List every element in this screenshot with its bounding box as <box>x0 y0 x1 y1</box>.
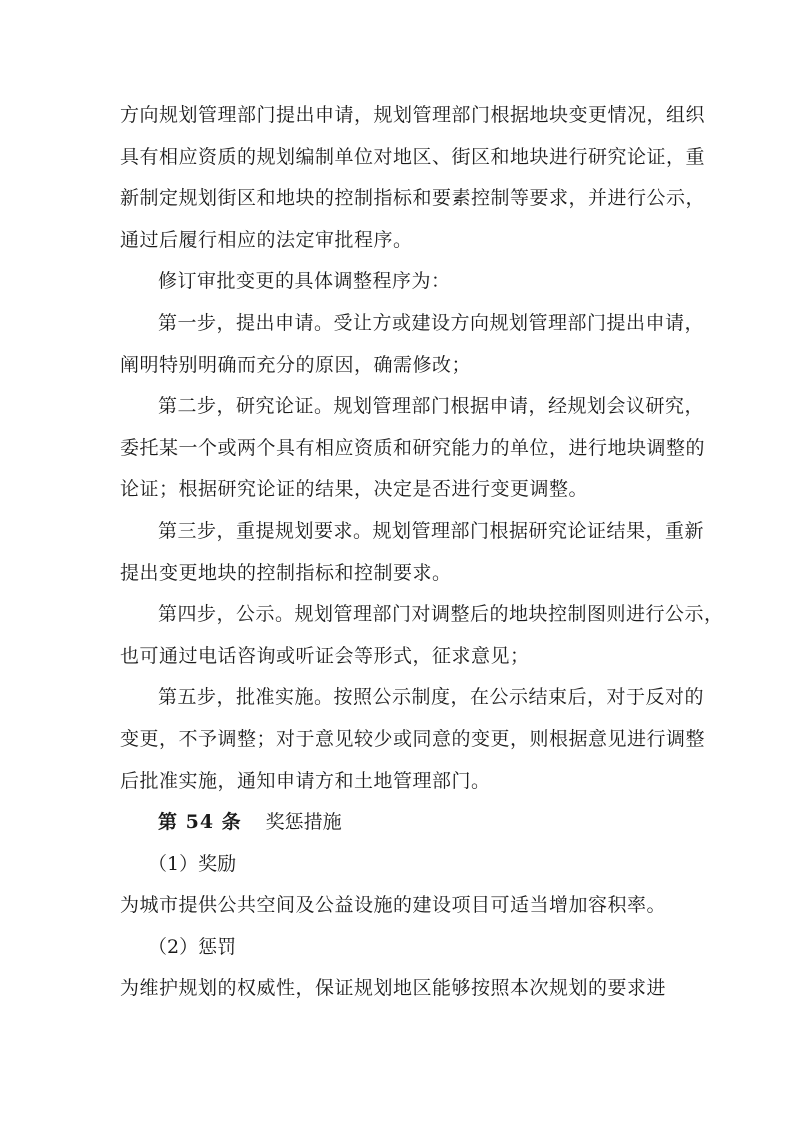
reward-paragraph <box>120 885 690 927</box>
text-line: 第一步，提出申请。受让方或建设方向规划管理部门提出申请， <box>158 311 705 334</box>
article-title: 奖惩措施 <box>265 811 342 834</box>
reward-heading-text: （1）奖励 <box>148 852 237 875</box>
text-line: 第四步，公示。规划管理部门对调整后的地块控制图则进行公示， <box>158 603 724 626</box>
procedure-intro-text: 修订审批变更的具体调整程序为： <box>158 270 451 293</box>
procedure-intro <box>120 261 690 303</box>
text-line: 提出变更地块的控制指标和控制要求。 <box>120 561 452 584</box>
text-line: 阐明特别明确而充分的原因，确需修改； <box>120 353 472 376</box>
text-line: 通过后履行相应的法定审批程序。 <box>120 228 413 251</box>
step-3-paragraph <box>120 511 705 594</box>
text-line: 后批准实施，通知申请方和土地管理部门。 <box>120 769 491 792</box>
text-line: 也可通过电话咨询或听证会等形式，征求意见； <box>120 644 530 667</box>
article-heading <box>120 802 690 844</box>
step-1-paragraph <box>120 303 705 386</box>
text-line: 新制定规划街区和地块的控制指标和要素控制等要求，并进行公示， <box>120 187 706 210</box>
penalty-heading-text: （2）惩罚 <box>148 935 237 958</box>
reward-heading <box>120 844 690 886</box>
continuation-paragraph <box>120 95 706 261</box>
text-line: 为城市提供公共空间及公益设施的建设项目可适当增加容积率。 <box>120 894 667 917</box>
text-line: 具有相应资质的规划编制单位对地区、街区和地块进行研究论证，重 <box>120 145 706 168</box>
text-line: 为维护规划的权威性，保证规划地区能够按照本次规划的要求进 <box>120 977 667 1000</box>
step-4-paragraph <box>120 594 724 677</box>
text-line: 第二步，研究论证。规划管理部门根据申请，经规划会议研究， <box>158 395 705 418</box>
text-line: 方向规划管理部门提出申请，规划管理部门根据地块变更情况，组织 <box>120 104 706 126</box>
article-number: 第 54 条 <box>158 811 242 834</box>
text-line: 委托某一个或两个具有相应资质和研究能力的单位，进行地块调整的 <box>120 436 706 459</box>
penalty-paragraph <box>120 968 690 1010</box>
text-line: 变更，不予调整；对于意见较少或同意的变更，则根据意见进行调整 <box>120 727 706 750</box>
step-2-paragraph <box>120 386 706 511</box>
penalty-heading <box>120 927 690 969</box>
text-line: 第五步，批准实施。按照公示制度，在公示结束后，对于反对的 <box>158 686 705 709</box>
document-body <box>120 95 724 1010</box>
step-5-paragraph <box>120 677 706 802</box>
text-line: 第三步，重提规划要求。规划管理部门根据研究论证结果，重新 <box>158 519 705 542</box>
text-line: 论证；根据研究论证的结果，决定是否进行变更调整。 <box>120 478 589 501</box>
